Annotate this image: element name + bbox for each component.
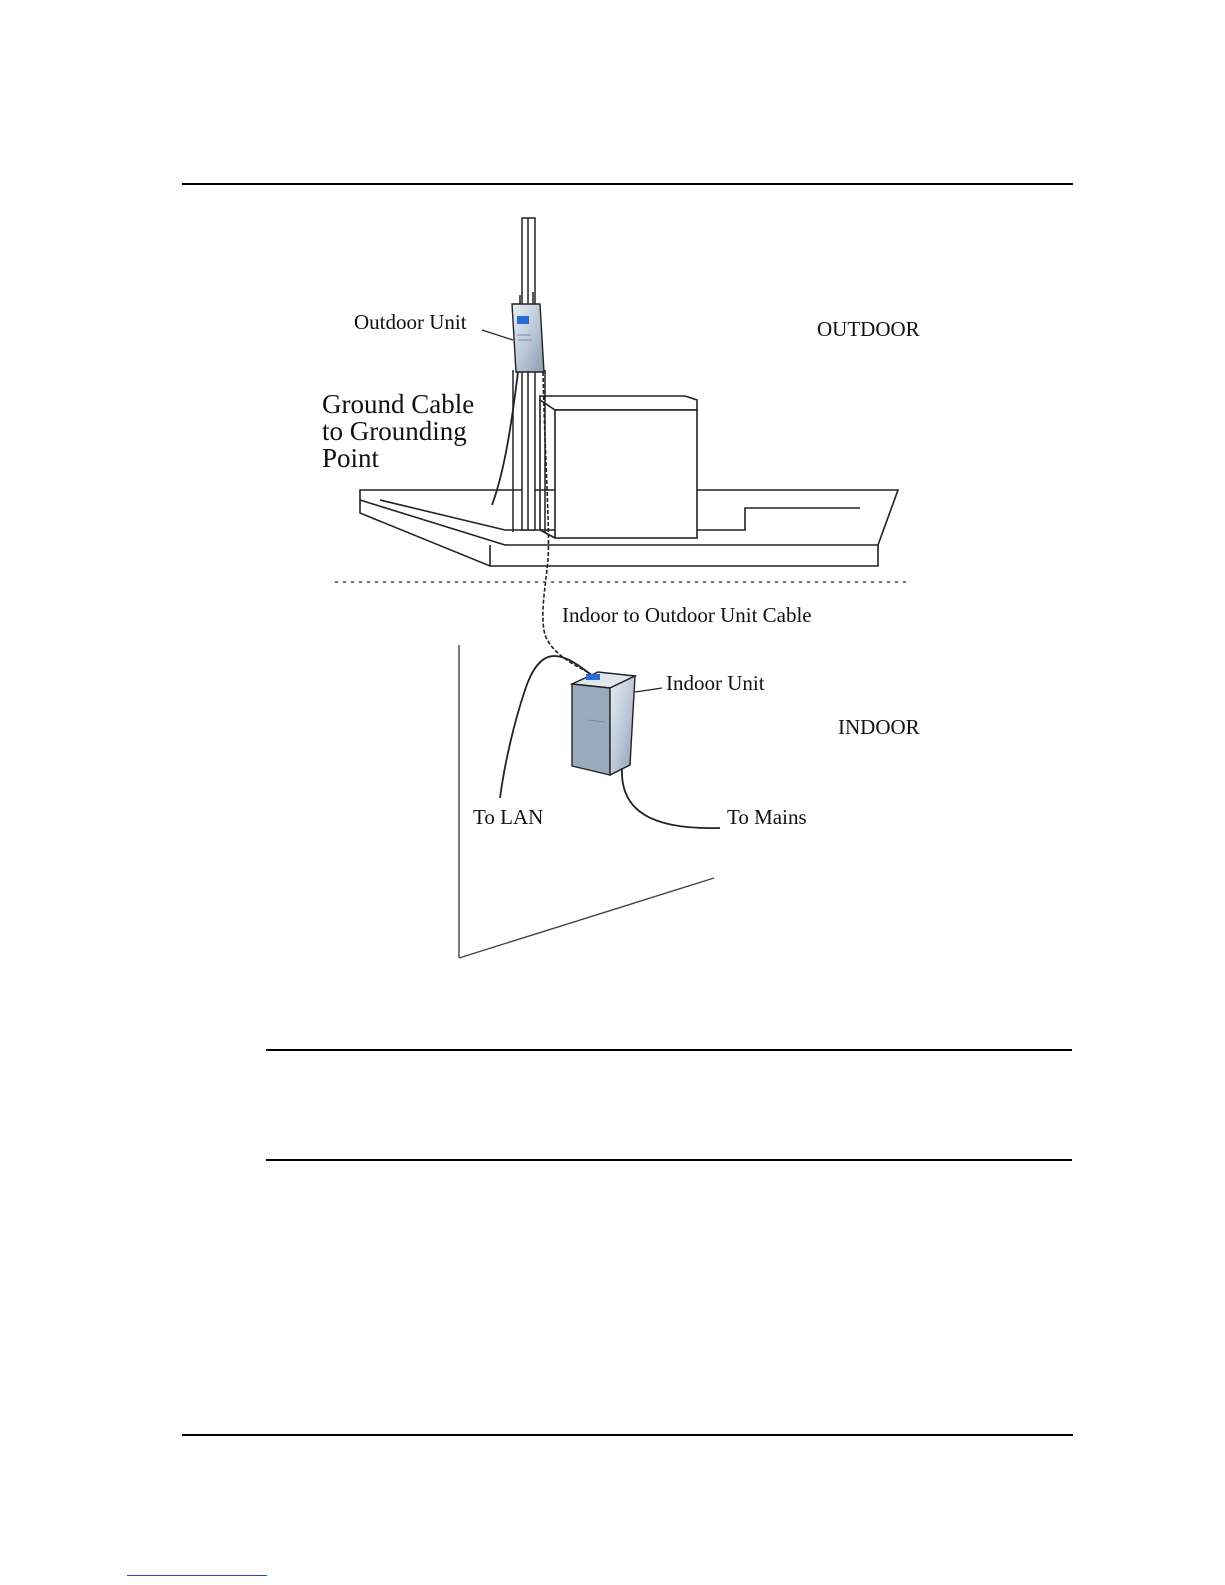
outdoor-unit-leader [482, 330, 513, 340]
label-ground-cable-2: to Grounding [322, 416, 467, 446]
footer-rule [182, 1434, 1073, 1436]
label-ground-cable-3: Point [322, 443, 380, 473]
ground-cable [492, 372, 518, 505]
label-to-mains: To Mains [727, 805, 807, 829]
rooftop-box [540, 396, 697, 538]
label-to-lan: To LAN [473, 805, 544, 829]
label-outdoor-unit: Outdoor Unit [354, 310, 467, 334]
indoor-unit [572, 672, 635, 775]
mains-cable [622, 768, 720, 828]
label-indoor: INDOOR [838, 715, 920, 739]
note-top-rule [266, 1049, 1072, 1051]
label-cable: Indoor to Outdoor Unit Cable [562, 603, 812, 627]
label-outdoor: OUTDOOR [817, 317, 920, 341]
label-indoor-unit: Indoor Unit [666, 671, 765, 695]
outdoor-unit [512, 292, 544, 372]
label-ground-cable-1: Ground Cable [322, 389, 475, 419]
indoor-unit-leader [635, 688, 662, 692]
note-bottom-rule [266, 1159, 1072, 1161]
footnote-link-underline[interactable] [127, 1575, 267, 1576]
